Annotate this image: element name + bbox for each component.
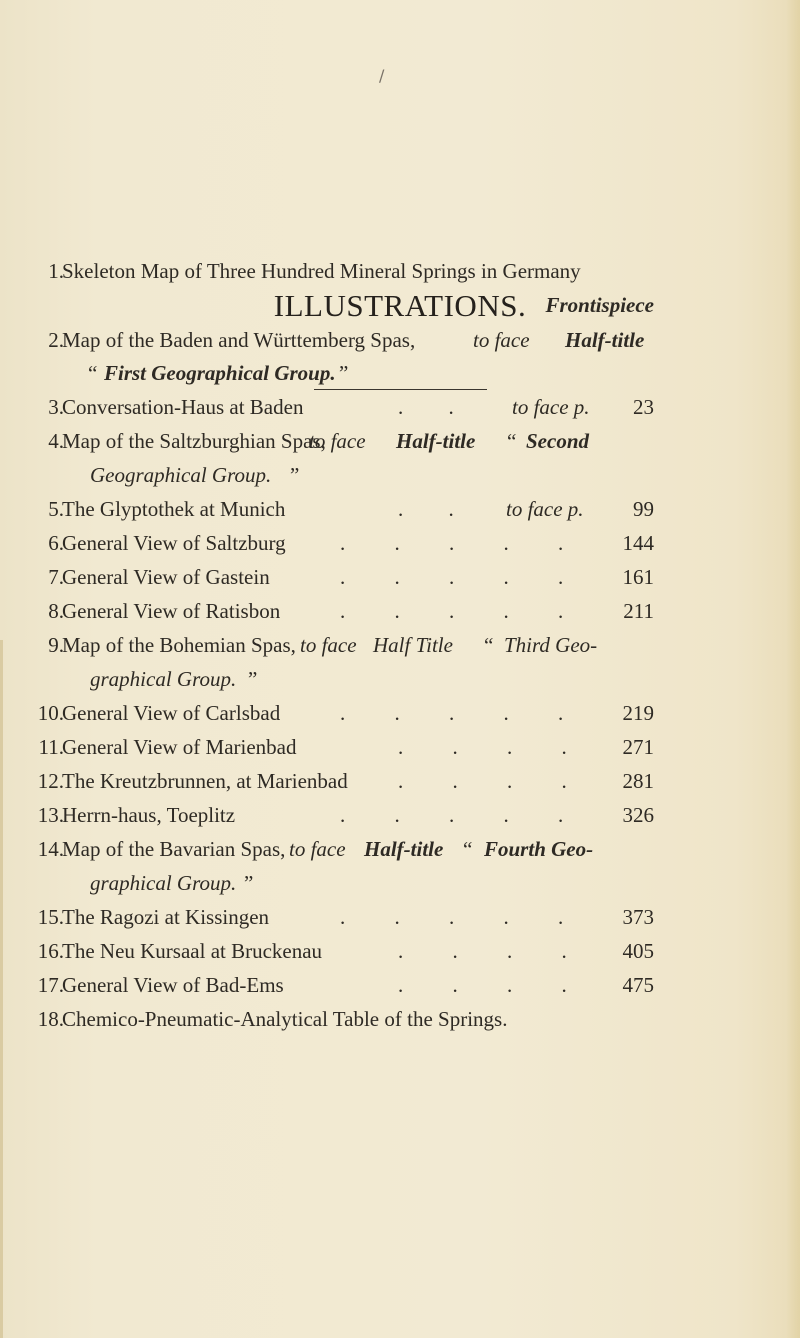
list-item-continuation [0, 358, 800, 388]
leader-dots: . . . . [398, 973, 567, 997]
item-page: 144 [622, 531, 654, 555]
list-item [0, 800, 800, 830]
item-number: 8. [48, 599, 64, 623]
list-item [0, 766, 800, 796]
open-quote: “ [88, 361, 98, 385]
item-face-title: Half Title [373, 633, 453, 657]
item-number: 13. [37, 803, 64, 827]
list-item [0, 630, 800, 660]
list-item-continuation [0, 664, 800, 694]
item-face-label: to face [309, 429, 366, 453]
close-quote: ” [248, 667, 258, 691]
item-page: 271 [622, 735, 654, 759]
item-text: Conversation-Haus at Baden [62, 395, 304, 419]
item-page: 475 [622, 973, 654, 997]
item-text: The Glyptothek at Munich [62, 497, 286, 521]
item-number: 18. [37, 1007, 64, 1031]
group-title-cont: Geographical Group. [90, 463, 272, 487]
list-item [0, 528, 800, 558]
title-rule [314, 389, 487, 390]
item-number: 1. [48, 259, 64, 283]
leader-dots: . . . . . [340, 803, 564, 827]
item-face-label: to face [473, 328, 530, 352]
item-number: 14. [37, 837, 64, 861]
list-item-continuation [0, 460, 800, 490]
item-text: General View of Bad-Ems [62, 973, 284, 997]
item-text: Map of the Saltzburghian Spas, [62, 429, 326, 453]
list-item [0, 902, 800, 932]
pencil-mark: / [379, 66, 385, 85]
close-quote: ” [339, 361, 349, 385]
leader-dots: . . . . [398, 769, 567, 793]
item-number: 3. [48, 395, 64, 419]
item-number: 12. [37, 769, 64, 793]
item-face-title: Half-title [396, 429, 476, 453]
item-page: 405 [622, 939, 654, 963]
item-number: 6. [48, 531, 64, 555]
item-page: 99 [633, 497, 654, 521]
item-text: Chemico-Pneumatic-Analytical Table of the Springs. [62, 1007, 508, 1031]
group-title: Second [526, 429, 589, 453]
item-page: 219 [622, 701, 654, 725]
close-quote: ” [244, 871, 254, 895]
list-item [0, 325, 800, 355]
item-text: General View of Carlsbad [62, 701, 281, 725]
list-item [0, 596, 800, 626]
open-quote: “ [507, 429, 517, 453]
group-title: Third Geo- [504, 633, 598, 657]
item-page: 161 [622, 565, 654, 589]
list-item [0, 698, 800, 728]
open-quote: “ [463, 837, 473, 861]
leader-dots: . . . . . [340, 531, 564, 555]
list-item [0, 834, 800, 864]
page-title: ILLUSTRATIONS. [273, 288, 527, 323]
list-item [0, 562, 800, 592]
close-quote: ” [290, 463, 300, 487]
item-location: Frontispiece [545, 293, 654, 317]
list-item [0, 392, 800, 422]
item-text: General View of Ratisbon [62, 599, 281, 623]
list-item [0, 1004, 800, 1034]
item-number: 9. [48, 633, 64, 657]
leader-dots: . . . . . [340, 599, 564, 623]
item-face-label: to face [289, 837, 346, 861]
item-face-title: Half-title [364, 837, 444, 861]
group-title-cont: graphical Group. [90, 667, 237, 691]
item-number: 5. [48, 497, 64, 521]
list-item [0, 426, 800, 456]
item-text: General View of Saltzburg [62, 531, 286, 555]
item-page: 23 [633, 395, 654, 419]
item-page: 281 [622, 769, 654, 793]
item-text: Map of the Baden and Württemberg Spas, [62, 328, 416, 352]
leader-dots: . . . . [398, 939, 567, 963]
item-number: 2. [48, 328, 64, 352]
leader-dots: . . [398, 497, 454, 521]
leader-dots: . . . . . [340, 701, 564, 725]
item-face-title: Half-title [565, 328, 645, 352]
list-item [0, 494, 800, 524]
item-face-label: to face p. [512, 395, 590, 419]
item-text: The Ragozi at Kissingen [62, 905, 270, 929]
leader-dots: . . [398, 395, 454, 419]
item-face-label: to face [300, 633, 357, 657]
list-item [0, 970, 800, 1000]
item-text: Map of the Bohemian Spas, [62, 633, 296, 657]
item-number: 15. [37, 905, 64, 929]
leader-dots: . . . . . [340, 905, 564, 929]
item-page: 326 [622, 803, 654, 827]
item-text: The Neu Kursaal at Bruckenau [62, 939, 323, 963]
item-page: 211 [623, 599, 654, 623]
open-quote: “ [484, 633, 494, 657]
item-text: General View of Marienbad [62, 735, 297, 759]
list-item [0, 256, 800, 286]
item-number: 10. [37, 701, 64, 725]
item-text: General View of Gastein [62, 565, 270, 589]
item-number: 7. [48, 565, 64, 589]
leader-dots: . . . . . [340, 565, 564, 589]
item-text: The Kreutzbrunnen, at Marienbad [62, 769, 348, 793]
leader-dots: . . . . [398, 735, 567, 759]
list-item [0, 732, 800, 762]
item-face-label: to face p. [506, 497, 584, 521]
list-item [0, 936, 800, 966]
item-text: Skeleton Map of Three Hundred Mineral Springs in Germany [62, 259, 581, 283]
group-title-cont: graphical Group. [90, 871, 237, 895]
item-page: 373 [622, 905, 654, 929]
group-title: Fourth Geo- [484, 837, 594, 861]
group-title: First Geographical Group. [104, 361, 336, 385]
item-number: 16. [37, 939, 64, 963]
list-item-continuation [0, 868, 800, 898]
item-text: Herrn-haus, Toeplitz [62, 803, 236, 827]
item-number: 4. [48, 429, 64, 453]
list-item-continuation [0, 290, 800, 320]
item-number: 17. [37, 973, 64, 997]
item-number: 11. [38, 735, 64, 759]
item-text: Map of the Bavarian Spas, [62, 837, 286, 861]
